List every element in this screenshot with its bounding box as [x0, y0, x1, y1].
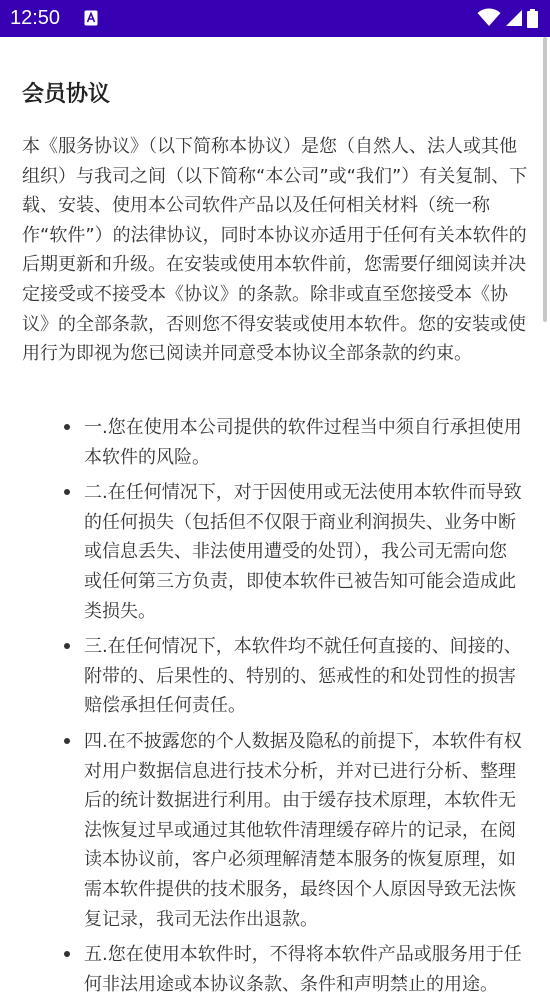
agreement-content[interactable]	[0, 37, 550, 995]
term-text: 二.在任何情况下，对于因使用或无法使用本软件而导致的任何损失（包括但不仅限于商业利润损失、业务中断或信息丢失、非法使用遭受的处罚），我公司无需向您或任何第三方负责，即使本软件已被告知可能会造成此类损失。	[84, 482, 522, 622]
signal-icon	[505, 9, 523, 27]
bullet-icon	[64, 643, 70, 649]
bullet-icon	[64, 489, 70, 495]
status-bar	[0, 0, 550, 37]
agreement-intro: 本《服务协议》（以下简称本协议）是您（自然人、法人或其他组织）与我司之间（以下简称“本公司”或“我们”）有关复制、下载、安装、使用本公司软件产品以及任何相关材料（统一称作“软件”）的法律协议，同时本协议亦适用于任何有关本软件的后期更新和升级。在安装或使用本软件前，您需要仔细阅读并决定接受或不接受本《协议》的条款。除非或直至您接受本《协议》的全部条款，否则您不得安装或使用本软件。您的安装或使用行为即视为您已阅读并同意受本协议全部条款的约束。	[22, 136, 528, 365]
battery-icon	[527, 9, 538, 28]
wifi-icon	[477, 9, 501, 27]
term-item	[0, 478, 550, 626]
notification-a-icon	[84, 10, 98, 26]
bullet-icon	[64, 951, 70, 957]
status-time: 12:50	[10, 7, 61, 29]
status-icons	[477, 8, 538, 28]
scrollbar-thumb[interactable]	[543, 37, 547, 322]
bullet-icon	[64, 738, 70, 744]
term-item	[0, 413, 550, 472]
term-text: 四.在不披露您的个人数据及隐私的前提下，本软件有权对用户数据信息进行技术分析，并对已进行分析、整理后的统计数据进行利用。由于缓存技术原理，本软件无法恢复过早或通过其他软件清理缓存碎片的记录，在阅读本协议前，客户必须理解清楚本服务的恢复原理，如需本软件提供的技术服务，最终因个人原因导致无法恢复记录，我司无法作出退款。	[84, 730, 522, 930]
term-item	[0, 940, 550, 999]
term-text: 三.在任何情况下，本软件均不就任何直接的、间接的、附带的、后果性的、特别的、惩戒性的和处罚性的损害赔偿承担任何责任。	[84, 636, 522, 717]
term-item	[0, 632, 550, 721]
term-item	[0, 727, 550, 934]
term-text: 一.您在使用本公司提供的软件过程当中须自行承担使用本软件的风险。	[84, 417, 522, 468]
terms-list	[0, 413, 550, 1005]
page-title: 会员协议	[22, 82, 111, 107]
bullet-icon	[64, 424, 70, 430]
term-text: 五.您在使用本软件时，不得将本软件产品或服务用于任何非法用途或本协议条款、条件和声明禁止的用途。	[84, 944, 522, 995]
